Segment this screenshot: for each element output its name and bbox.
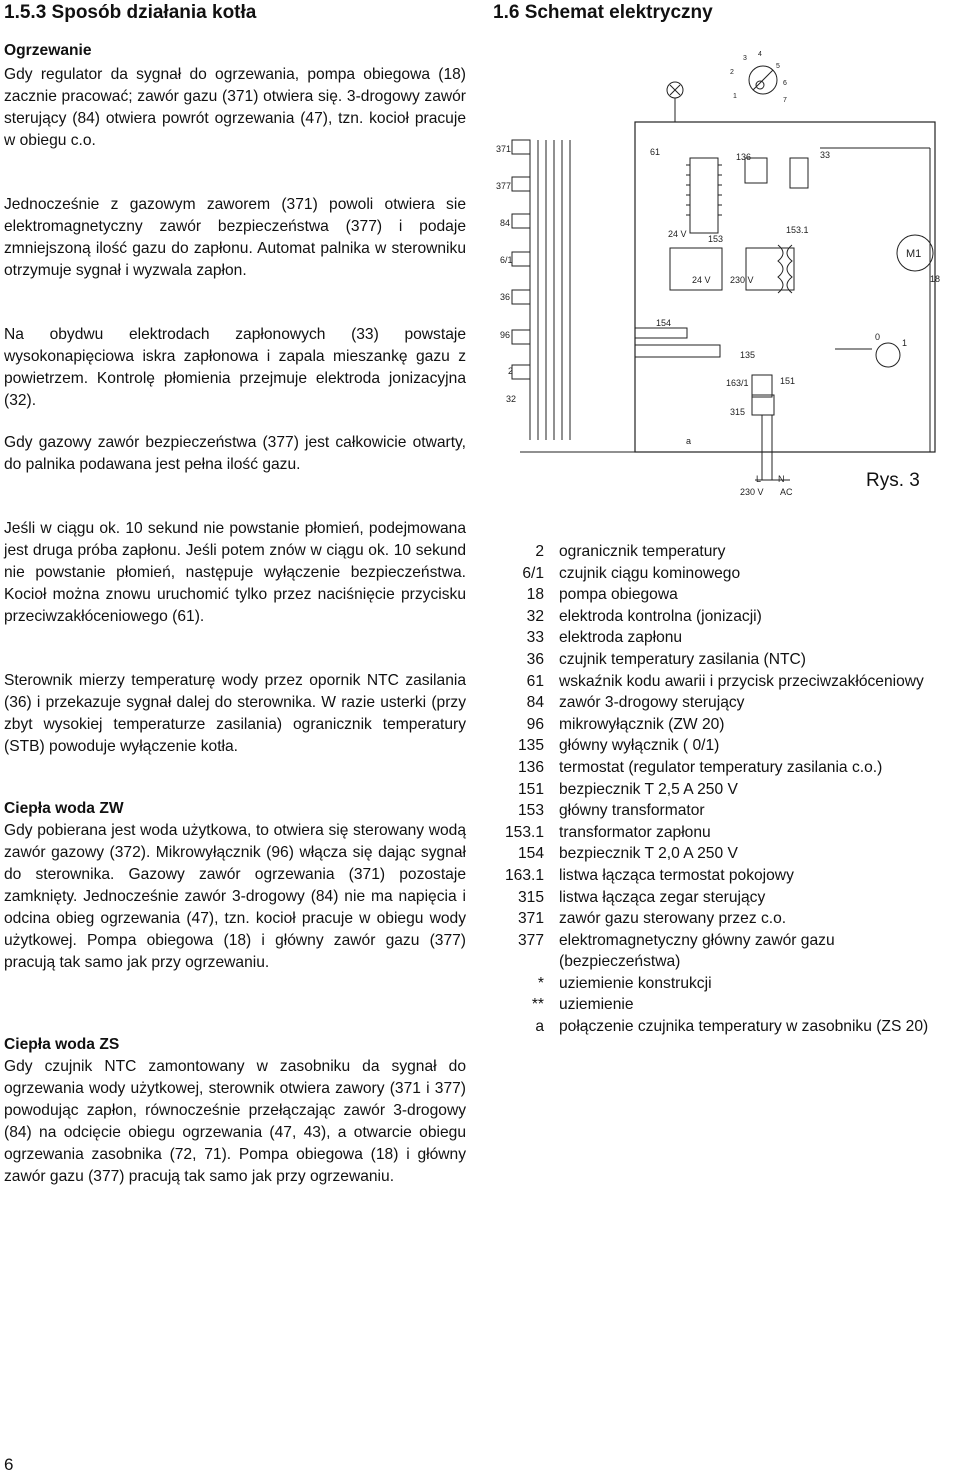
legend-text: elektroda kontrolna (jonizacji) xyxy=(559,607,762,625)
diagram-label-154: 154 xyxy=(656,318,672,328)
legend-item xyxy=(490,563,960,585)
dial-label-1: 1 xyxy=(733,93,737,100)
legend-text: elektroda zapłonu xyxy=(559,629,683,647)
legend-number: 371 xyxy=(517,910,544,928)
page-number: 6 xyxy=(4,1455,14,1474)
legend-text: zawór gazu sterowany przez c.o. xyxy=(559,910,787,928)
diagram-label-153-1: 153.1 xyxy=(786,225,809,235)
heading-ciepla-woda-zw: Ciepła woda ZW xyxy=(4,800,124,817)
legend-text: połączenie czujnika temperatury w zasobniku (ZS 20) xyxy=(559,1018,929,1036)
diagram-label-371: 371 xyxy=(496,144,512,154)
legend-number: 163.1 xyxy=(504,866,544,884)
legend-item xyxy=(490,671,960,693)
legend-text: czujnik temperatury zasilania (NTC) xyxy=(559,650,806,668)
legend-number: 154 xyxy=(517,845,544,863)
legend-number: 32 xyxy=(526,607,544,625)
paragraph-ciepla-woda-zw: Gdy pobierana jest woda użytkowa, to otwiera się sterowany wodą zawór gazowy (372). Mikrowyłącznik (96) włącza się dając sygnał do sterownika. Gazowy zawór ogrzewania (371) pozostaje zamknięty. Jednocześnie zawór 3-drogowy (84) nie ma napięcia i odcina obieg ogrzewania (47), tzn. kocioł pracuje w obiegu wody użytkowej. Pompa obiegowa (18) i główny zawór gazu (377) pracują tak samo jak przy ogrzewaniu. xyxy=(4,822,466,971)
legend-number: 377 xyxy=(517,931,544,949)
diagram-label-153: 153 xyxy=(708,234,724,244)
legend-item xyxy=(490,843,960,865)
legend-number: 33 xyxy=(526,629,544,647)
diagram-label-2: 2 xyxy=(508,366,514,376)
diagram-label-24v-b: 24 V xyxy=(692,275,711,285)
diagram-label-96: 96 xyxy=(500,330,511,340)
legend-text: zawór 3-drogowy sterujący xyxy=(559,694,745,712)
legend-item xyxy=(490,930,960,973)
paragraph-ciepla-woda-zs: Gdy czujnik NTC zamontowany w zasobniku da sygnał do ogrzewania wody użytkowej, sterownik otwiera zawory (371 i 377) powodując zapłon, równocześnie przełączając zawór 3-drogowy (84) na odcięcie obiegu ogrzewania (47, 43), a otwarcie obiegu ogrzewania zasobnika (72, 71). Pompa obiegowa (18) i główny zawór gazu (377) pracują tak samo jak przy ogrzewaniu. xyxy=(4,1058,466,1185)
legend-number: 36 xyxy=(526,650,544,668)
paragraph-ogrzewanie: Gdy regulator da sygnał do ogrzewania, pompa obiegowa (18) zacznie pracować; zawór gazu (371) otwiera się. 3-drogowy zawór sterujący (84) otwiera powrót ogrzewania (47), tzn. kocioł pracuje w obiegu c.o. xyxy=(4,66,466,149)
dial-label-4: 4 xyxy=(758,51,762,58)
legend xyxy=(490,541,960,1038)
diagram-label-315: 315 xyxy=(730,407,746,417)
legend-item xyxy=(490,714,960,736)
diagram-label-0: 0 xyxy=(875,332,881,342)
legend-number: 84 xyxy=(526,694,544,712)
legend-item xyxy=(490,1016,960,1038)
legend-text: bezpiecznik T 2,0 A 250 V xyxy=(559,845,738,863)
legend-text: ogranicznik temperatury xyxy=(559,543,726,560)
legend-item xyxy=(490,994,960,1016)
legend-item xyxy=(490,887,960,909)
legend-number: 135 xyxy=(517,737,544,755)
legend-number: 18 xyxy=(526,586,544,604)
paragraph-zawor-bezpieczenstwa: Jednocześnie z gazowym zaworem (371) powoli otwiera sie elektromagnetyczny zawór bezpieczeństwa (377) i podaje zmniejszoną ilość gazu do zapłonu. Automat palnika w sterowniku otrzymuje sygnał i wyzwala zapłon. xyxy=(4,196,466,279)
legend-item xyxy=(490,692,960,714)
legend-item xyxy=(490,822,960,844)
diagram-label-1: 1 xyxy=(902,338,908,348)
legend-number: 6/1 xyxy=(522,564,544,582)
heading-ogrzewanie: Ogrzewanie xyxy=(4,42,92,59)
legend-number: 153 xyxy=(517,802,544,820)
legend-text: bezpiecznik T 2,5 A 250 V xyxy=(559,780,738,798)
legend-number: 153.1 xyxy=(504,823,544,841)
diagram-label-61: 61 xyxy=(650,147,661,157)
legend-text: listwa łącząca zegar sterujący xyxy=(559,888,766,906)
figure-label: Rys. 3 xyxy=(866,470,920,491)
legend-item xyxy=(490,627,960,649)
diagram-label-6-1: 6/1 xyxy=(500,255,513,265)
legend-text: wskaźnik kodu awarii i przycisk przeciwzakłóceniowy xyxy=(559,672,924,690)
legend-number: 151 xyxy=(517,780,544,798)
legend-number: 315 xyxy=(517,888,544,906)
diagram-label-84: 84 xyxy=(500,218,511,228)
legend-text: pompa obiegowa xyxy=(559,586,678,604)
diagram-label-377: 377 xyxy=(496,181,512,191)
legend-text: uziemienie xyxy=(559,996,634,1014)
legend-number: a xyxy=(535,1018,544,1036)
legend-text: czujnik ciągu kominowego xyxy=(559,564,741,582)
legend-number: 2 xyxy=(535,543,544,560)
diagram-label-m1: M1 xyxy=(906,248,922,260)
legend-item xyxy=(490,800,960,822)
diagram-label-135: 135 xyxy=(740,350,756,360)
paragraph-zaplon: Na obydwu elektrodach zapłonowych (33) powstaje wysokonapięciowa iskra zapłonowa i zapala mieszankę gazu z powietrzem. Kontrolę płomienia przejmuje elektroda jonizacyjna (32). xyxy=(4,326,466,409)
legend-item xyxy=(490,865,960,887)
dial-label-3: 3 xyxy=(743,55,747,62)
diagram-label-l: L xyxy=(756,474,762,484)
legend-number: 136 xyxy=(517,758,544,776)
diagram-label-136: 136 xyxy=(736,152,752,162)
diagram-label-ac: AC xyxy=(780,487,793,497)
legend-item xyxy=(490,908,960,930)
legend-item xyxy=(490,973,960,995)
diagram-label-24v-a: 24 V xyxy=(668,229,687,239)
paragraph-proba-zaplonu: Jeśli w ciągu ok. 10 sekund nie powstanie płomień, podejmowana jest druga próba zapłonu. Jeśli potem znów w ciągu ok. 10 sekund nie powstanie płomień, następuje wyłączenie bezpieczeństwa. Kocioł można znowu uruchomić tylko przez naciśnięcie przycisku przeciwzakłóceniowego (61). xyxy=(4,520,466,625)
wiring-diagram xyxy=(490,40,955,510)
diagram-label-18: 18 xyxy=(930,274,941,284)
legend-item xyxy=(490,606,960,628)
legend-item xyxy=(490,541,960,563)
legend-text: uziemienie konstrukcji xyxy=(559,974,712,992)
legend-number: * xyxy=(537,974,544,992)
legend-number: ** xyxy=(531,996,544,1014)
diagram-label-32: 32 xyxy=(506,394,517,404)
dial-label-5: 5 xyxy=(776,63,780,70)
diagram-label-33: 33 xyxy=(820,150,831,160)
paragraph-ntc: Sterownik mierzy temperaturę wody przez opornik NTC zasilania (36) i przekazuje sygnał dalej do sterownika. W razie usterki (przy zbyt wysokiej temperaturze zasilania) ogranicznik temperatury (STB) powoduje wyłączenie kotła. xyxy=(4,672,466,755)
diagram-label-230v-ac: 230 V xyxy=(740,487,764,497)
legend-item xyxy=(490,779,960,801)
legend-text: transformator zapłonu xyxy=(559,823,711,841)
heading-ciepla-woda-zs: Ciepła woda ZS xyxy=(4,1036,120,1053)
diagram-label-n: N xyxy=(778,474,785,484)
diagram-label-a: a xyxy=(686,436,692,446)
legend-text: listwa łącząca termostat pokojowy xyxy=(559,866,794,884)
legend-text: termostat (regulator temperatury zasilania c.o.) xyxy=(559,758,883,776)
legend-item xyxy=(490,649,960,671)
diagram-label-151: 151 xyxy=(780,376,796,386)
diagram-label-230v: 230 V xyxy=(730,275,754,285)
legend-item xyxy=(490,584,960,606)
schema-title: 1.6 Schemat elektryczny xyxy=(493,2,713,23)
legend-text: główny wyłącznik ( 0/1) xyxy=(559,737,720,755)
legend-number: 61 xyxy=(526,672,544,690)
dial-label-7: 7 xyxy=(783,97,787,104)
diagram-label-163-1: 163/1 xyxy=(726,378,749,388)
legend-text: główny transformator xyxy=(559,802,705,820)
legend-item xyxy=(490,735,960,757)
dial-label-2: 2 xyxy=(730,69,734,76)
legend-text: elektromagnetyczny główny zawór gazu (bezpieczeństwa) xyxy=(559,931,835,971)
paragraph-pelna-ilosc-gazu: Gdy gazowy zawór bezpieczeństwa (377) jest całkowicie otwarty, do palnika podawana jest pełna ilość gazu. xyxy=(4,434,466,473)
diagram-label-36: 36 xyxy=(500,292,511,302)
dial-label-6: 6 xyxy=(783,80,787,87)
legend-item xyxy=(490,757,960,779)
section-title: 1.5.3 Sposób działania kotła xyxy=(4,2,257,23)
legend-number: 96 xyxy=(526,715,544,733)
legend-text: mikrowyłącznik (ZW 20) xyxy=(559,715,725,733)
